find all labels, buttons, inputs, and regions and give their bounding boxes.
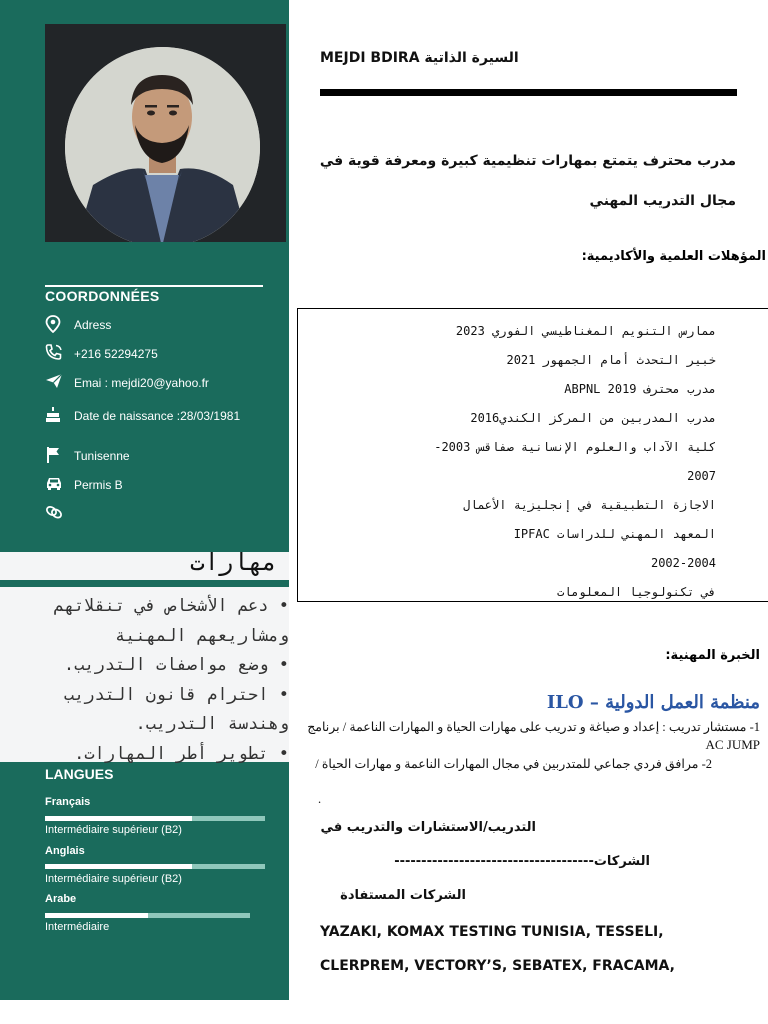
qualification-item: مدرب المدربين من المركز الكندي2016 [470, 411, 716, 425]
qualification-item: مدرب محترف ABPNL 2019 [564, 382, 716, 396]
qualification-item: 2007 [687, 469, 716, 483]
cv-title: السيرة الذاتية [424, 50, 519, 66]
qualifications-heading: المؤهلات العلمية والأكاديمية: [581, 249, 766, 264]
profile-summary: مدرب محترف يتمتع بمهارات تنظيمية كبيرة ومعرفة قوية في مجال التدريب المهني [319, 153, 736, 209]
title-rule [320, 89, 737, 96]
language-level: Intermédiaire supérieur (B2) [45, 824, 182, 836]
language-level-bar [45, 913, 250, 918]
profile-photo [45, 24, 286, 242]
portrait-illustration [65, 47, 260, 242]
skill-item: • وضع مواصفات التدريب. [63, 655, 289, 675]
beneficiaries-heading: الشركات المستفادة [340, 888, 466, 903]
language-level: Intermédiaire supérieur (B2) [45, 873, 182, 885]
qualifications-list [316, 317, 716, 602]
license-text: Permis B [74, 478, 123, 492]
link-icon [45, 504, 63, 520]
language-level-bar [45, 864, 265, 869]
language-level-fill [45, 913, 148, 918]
car-icon [45, 475, 63, 491]
companies-line: YAZAKI, KOMAX TESTING TUNISIA, TESSELI, [320, 924, 664, 940]
qualification-item: 2002-2004 [650, 556, 716, 570]
location-pin-icon [45, 315, 61, 333]
experience-dot: . [318, 792, 322, 806]
skills-heading: مهارات [190, 548, 277, 576]
qualification-item: المعهد المهني للدراسات IPFAC [513, 527, 716, 541]
training-heading: التدريب/الاستشارات والتدريب في [320, 820, 536, 835]
birthdate-text: Date de naissance :28/03/1981 [74, 409, 241, 423]
send-icon [45, 373, 63, 389]
qualification-item: ممارس التنويم المغناطيسي الفوري 2023 [455, 324, 716, 338]
organization-name: منظمة العمل الدولية – ILO [546, 692, 760, 713]
skills-list [0, 592, 289, 769]
qualification-item: الاجازة التطبيقية في إنجليزية الأعمال [463, 498, 716, 512]
language-name: Français [45, 796, 91, 808]
languages-heading: LANGUES [45, 766, 114, 782]
phone-icon [45, 344, 63, 360]
training-heading-continued: الشركات------------------------------------- [394, 854, 650, 869]
language-name: Anglais [45, 845, 85, 857]
qualifications-box [297, 308, 768, 602]
skill-item: • تطوير أطر المهارات. [74, 743, 289, 764]
address-text: Adress [74, 318, 112, 332]
contact-birthdate [45, 406, 285, 428]
skills-divider [0, 580, 289, 587]
language-name: Arabe [45, 893, 77, 905]
qualification-item: خبير التحدث أمام الجمهور 2021 [506, 353, 716, 367]
coordinates-heading: COORDONNÉES [45, 288, 160, 304]
candidate-name: MEJDI BDIRA [320, 50, 420, 66]
contact-phone [45, 344, 285, 366]
avatar [65, 47, 260, 242]
experience-line: 2- مرافق فردي جماعي للمتدربين في مجال المهارات الناعمة و مهارات الحياة / [315, 757, 712, 771]
experience-line: 1- مستشار تدريب : إعداد و صياغة و تدريب على مهارات الحياة و المهارات الناعمة / برنامج [307, 720, 760, 734]
contact-nationality [45, 446, 285, 468]
skill-item: • دعم الأشخاص في تنقلاتهم ومشاريعهم المهنية [53, 596, 289, 646]
skill-item: • احترام قانون التدريب وهندسة التدريب. [63, 684, 289, 734]
nationality-text: Tunisenne [74, 449, 130, 463]
qualification-item: كلية الآداب والعلوم الإنسانية صفاقس 2003- [434, 440, 716, 454]
companies-line: CLERPREM, VECTORY’S, SEBATEX, FRACAMA, [320, 958, 675, 974]
contact-link[interactable] [45, 504, 285, 526]
email-text[interactable]: Emai : mejdi20@yahoo.fr [74, 376, 209, 390]
experience-heading: الخبرة المهنية: [665, 648, 760, 663]
contact-license [45, 475, 285, 497]
language-level-fill [45, 816, 192, 821]
coordinates-divider [45, 285, 263, 287]
language-level: Intermédiaire [45, 921, 110, 933]
contact-email[interactable] [45, 373, 285, 395]
flag-icon [45, 446, 61, 464]
page-title [320, 50, 519, 66]
qualification-item: في تكنولوجيا المعلومات [557, 585, 716, 599]
language-level-fill [45, 864, 192, 869]
cake-icon [45, 406, 61, 424]
language-level-bar [45, 816, 265, 821]
phone-text: +216 52294275 [74, 347, 158, 361]
experience-line: AC JUMP [705, 737, 760, 752]
contact-address [45, 315, 285, 337]
